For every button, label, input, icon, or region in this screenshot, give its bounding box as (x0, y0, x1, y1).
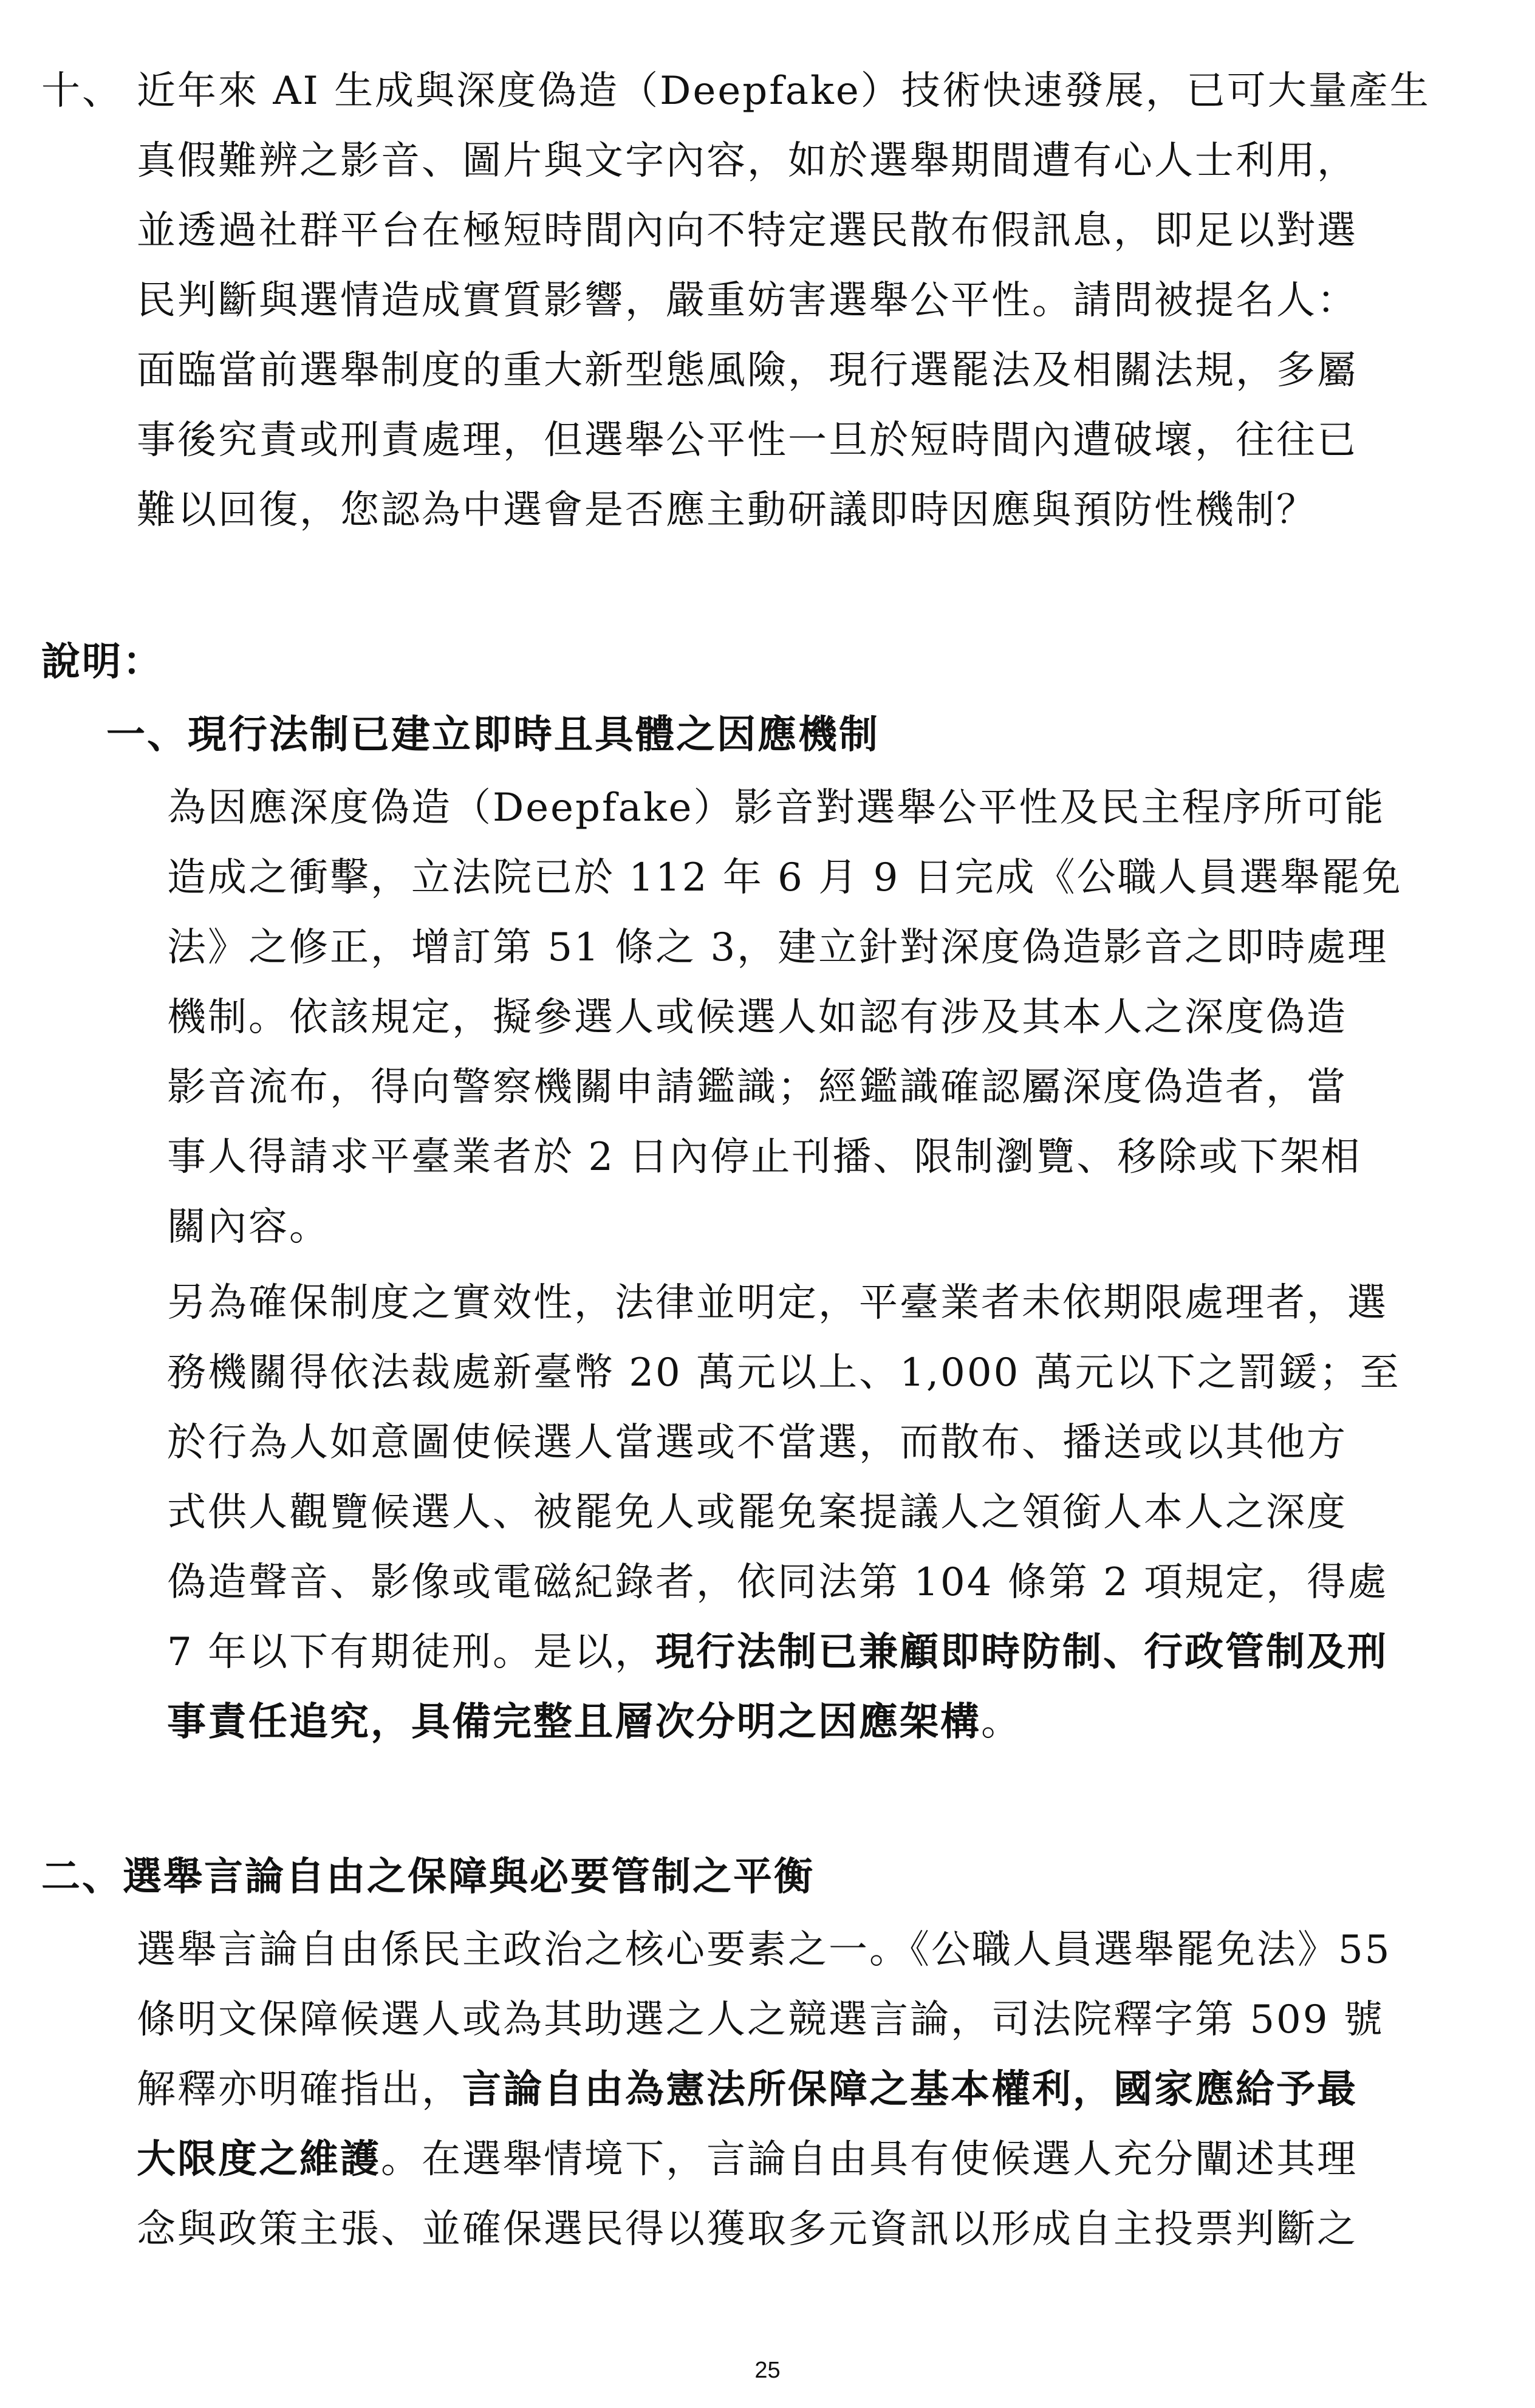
question-line: 並透過社群平台在極短時間內向不特定選民散布假訊息，即足以對選 (137, 208, 1358, 253)
paragraph-line: 式供人觀覽候選人、被罷免人或罷免案提議人之領銜人本人之深度 (167, 1490, 1347, 1535)
question-line: 近年來 AI 生成與深度偽造（Deepfake）技術快速發展，已可大量產生 (137, 69, 1431, 114)
question-line: 面臨當前選舉制度的重大新型態風險，現行選罷法及相關法規，多屬 (137, 348, 1358, 393)
paragraph-line: 於行為人如意圖使候選人當選或不當選，而散布、播送或以其他方 (167, 1420, 1347, 1465)
paragraph-line: 法》之修正，增訂第 51 條之 3，建立針對深度偽造影音之即時處理 (167, 925, 1389, 970)
paragraph-line: 偽造聲音、影像或電磁紀錄者，依同法第 104 條第 2 項規定，得處 (167, 1560, 1389, 1605)
paragraph-line: 為因應深度偽造（Deepfake）影音對選舉公平性及民主程序所可能 (167, 785, 1386, 830)
paragraph-line: 造成之衝擊，立法院已於 112 年 6 月 9 日完成《公職人員選舉罷免 (167, 855, 1403, 900)
emphasis-text: 現行法制已兼顧即時防制、行政管制及刑 (655, 1630, 1389, 1675)
section-heading: 一、現行法制已建立即時且具體之因應機制 (106, 713, 880, 758)
question-line: 真假難辨之影音、圖片與文字內容，如於選舉期間遭有心人士利用， (137, 139, 1358, 183)
question-line: 民判斷與選情造成實質影響，嚴重妨害選舉公平性。請問被提名人： (137, 278, 1358, 323)
question-line: 難以回復，您認為中選會是否應主動研議即時因應與預防性機制？ (137, 488, 1317, 533)
paragraph-line (137, 2135, 1358, 2184)
paragraph-line (137, 2065, 1358, 2114)
plain-text: 。在選舉情境下，言論自由具有使候選人充分闡述其理 (381, 2137, 1358, 2182)
paragraph-line: 務機關得依法裁處新臺幣 20 萬元以上、1,000 萬元以下之罰鍰；至 (167, 1350, 1401, 1395)
emphasis-text: 言論自由為憲法所保障之基本權利，國家應給予最 (462, 2067, 1358, 2112)
plain-text: 。 (981, 1700, 1022, 1745)
question-number: 十、 (41, 69, 123, 114)
paragraph-line (167, 1698, 1022, 1746)
question-line: 事後究責或刑責處理，但選舉公平性一旦於短時間內遭破壞，往往已 (137, 418, 1358, 463)
paragraph-line: 關內容。 (167, 1205, 330, 1250)
paragraph-line: 機制。依該規定，擬參選人或候選人如認有涉及其本人之深度偽造 (167, 995, 1347, 1040)
paragraph-line: 選舉言論自由係民主政治之核心要素之一。《公職人員選舉罷免法》55 (137, 1927, 1392, 1972)
section-heading (41, 1853, 815, 1901)
plain-text: 解釋亦明確指出， (137, 2067, 462, 2112)
explanation-label: 說明： (41, 640, 163, 685)
plain-text: 7 年以下有期徒刑。是以， (167, 1630, 656, 1675)
paragraph-line: 條明文保障候選人或為其助選之人之競選言論，司法院釋字第 509 號 (137, 1997, 1384, 2042)
section-heading-text: 二、選舉言論自由之保障與必要管制之平衡 (41, 1855, 815, 1900)
emphasis-text: 大限度之維護 (137, 2137, 381, 2182)
emphasis-text: 事責任追究，具備完整且層次分明之因應架構 (167, 1700, 981, 1745)
paragraph-line: 影音流布，得向警察機關申請鑑識；經鑑識確認屬深度偽造者，當 (167, 1065, 1347, 1110)
paragraph-line: 事人得請求平臺業者於 2 日內停止刊播、限制瀏覽、移除或下架相 (167, 1135, 1362, 1180)
paragraph-line (167, 1628, 1388, 1677)
page-number: 25 (754, 2358, 781, 2383)
paragraph-line: 另為確保制度之實效性，法律並明定，平臺業者未依期限處理者，選 (167, 1281, 1388, 1325)
paragraph-line: 念與政策主張、並確保選民得以獲取多元資訊以形成自主投票判斷之 (137, 2207, 1358, 2252)
